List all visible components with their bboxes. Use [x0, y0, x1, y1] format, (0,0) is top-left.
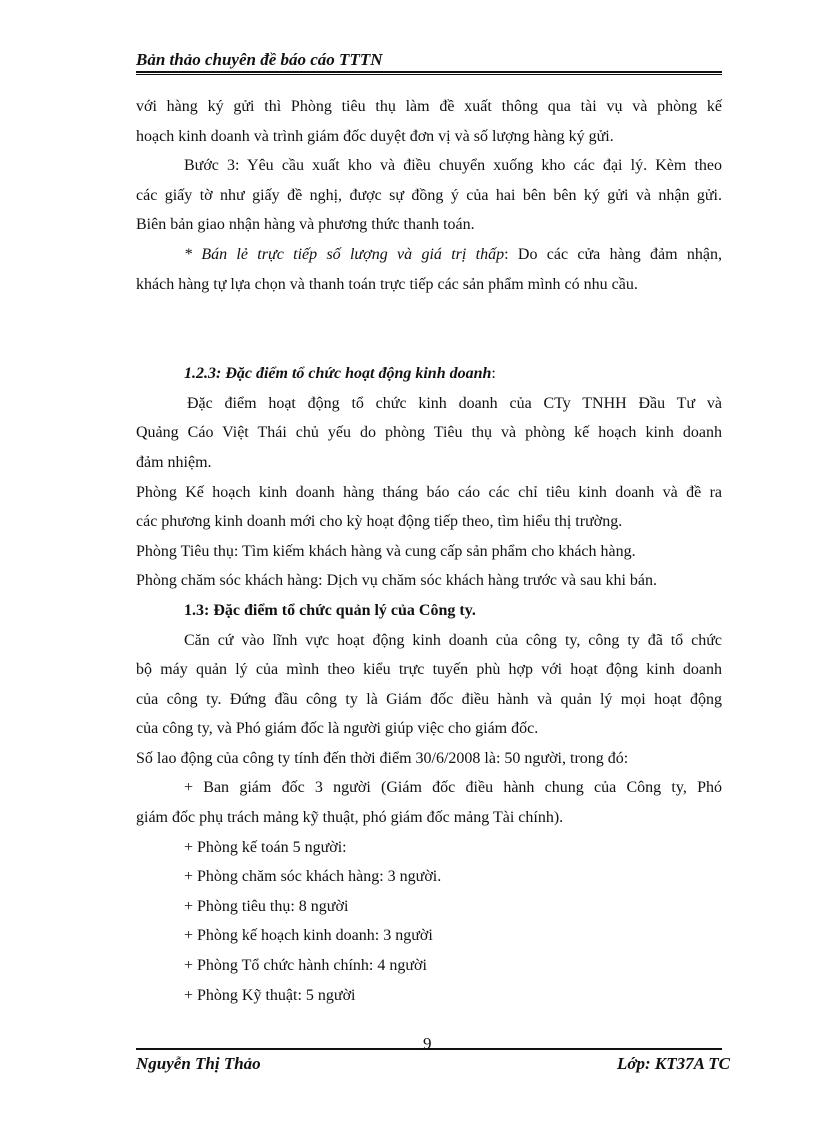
list-item: + Phòng kế toán 5 người:	[184, 838, 347, 856]
paragraph-line: các phương kinh doanh mới cho kỳ hoạt động tiếp theo, tìm hiểu thị trường.	[136, 513, 623, 531]
page-footer	[136, 1034, 730, 1078]
paragraph-line: Đặc điểm hoạt động tổ chức kinh doanh của CTy TNHH Đầu Tư và	[187, 394, 722, 412]
list-item: + Phòng tiêu thụ: 8 người	[184, 897, 349, 915]
paragraph-line: với hàng ký gửi thì Phòng tiêu thụ làm đề xuất thông qua tài vụ và phòng kế	[136, 98, 722, 115]
paragraph-line: hoạch kinh doanh và trình giám đốc duyệt đơn vị và số lượng hàng ký gửi.	[136, 127, 614, 145]
section-heading: 1.3: Đặc điểm tổ chức quản lý của Công ty.	[184, 601, 476, 619]
paragraph-line: Phòng Kế hoạch kinh doanh hàng tháng báo cáo các chỉ tiêu kinh doanh và đề ra	[136, 483, 722, 501]
header-title: Bản thảo chuyên đề báo cáo TTTN	[136, 50, 383, 69]
paragraph-line: đảm nhiệm.	[136, 453, 212, 471]
paragraph-line: Quảng Cáo Việt Thái chủ yếu do phòng Tiêu thụ và phòng kế hoạch kinh doanh	[136, 424, 722, 442]
paragraph-line	[136, 240, 722, 270]
footer-author: Nguyễn Thị Thảo	[136, 1054, 261, 1073]
paragraph-line: khách hàng tự lựa chọn và thanh toán trực tiếp các sản phẩm mình có nhu cầu.	[136, 275, 638, 293]
paragraph-line: của công ty, và Phó giám đốc là người giúp việc cho giám đốc.	[136, 720, 539, 738]
list-item-continuation: giám đốc phụ trách mảng kỹ thuật, phó giám đốc mảng Tài chính).	[136, 809, 564, 827]
section-heading	[136, 359, 722, 389]
paragraph-line: Bước 3: Yêu cầu xuất kho và điều chuyển xuống kho các đại lý. Kèm theo	[184, 157, 722, 175]
spacer	[136, 299, 722, 359]
paragraph-line: của công ty. Đứng đầu công ty là Giám đốc điều hành và quản lý mọi hoạt động	[136, 690, 722, 708]
footer-class: Lớp: KT37A TC	[616, 1054, 730, 1073]
document-body	[136, 92, 722, 1010]
heading-text: 1.2.3: Đặc điểm tổ chức hoạt động kinh doanh	[184, 365, 492, 383]
list-item: + Phòng Kỹ thuật: 5 người	[184, 986, 356, 1004]
list-item: + Phòng kế hoạch kinh doanh: 3 người	[184, 927, 433, 945]
heading-colon: :	[491, 365, 496, 383]
header-rule	[136, 71, 722, 75]
paragraph-line: bộ máy quản lý của mình theo kiểu trực tuyến phù hợp với hoạt động kinh doanh	[136, 661, 722, 679]
page-number: 9	[423, 1034, 432, 1053]
list-item: + Phòng Tổ chức hành chính: 4 người	[184, 957, 427, 975]
list-item: + Ban giám đốc 3 người (Giám đốc điều hành chung của Công ty, Phó	[184, 779, 722, 797]
paragraph-line: Số lao động của công ty tính đến thời điểm 30/6/2008 là: 50 người, trong đó:	[136, 749, 629, 767]
paragraph-line: các giấy tờ như giấy đề nghị, được sự đồng ý của hai bên bên ký gửi và nhận gửi.	[136, 186, 722, 204]
text-span: : Do các cửa hàng đảm nhận,	[504, 245, 723, 263]
list-item: + Phòng chăm sóc khách hàng: 3 người.	[184, 868, 442, 886]
paragraph-line: Phòng Tiêu thụ: Tìm kiếm khách hàng và cung cấp sản phẩm cho khách hàng.	[136, 542, 636, 560]
paragraph-line: Căn cứ vào lĩnh vực hoạt động kinh doanh của công ty, công ty đã tổ chức	[184, 631, 722, 649]
paragraph-line: Biên bản giao nhận hàng và phương thức thanh toán.	[136, 216, 475, 234]
italic-phrase: * Bán lẻ trực tiếp số lượng và giá trị thấp	[184, 245, 505, 263]
paragraph-line: Phòng chăm sóc khách hàng: Dịch vụ chăm sóc khách hàng trước và sau khi bán.	[136, 572, 657, 590]
page-header	[136, 50, 722, 70]
